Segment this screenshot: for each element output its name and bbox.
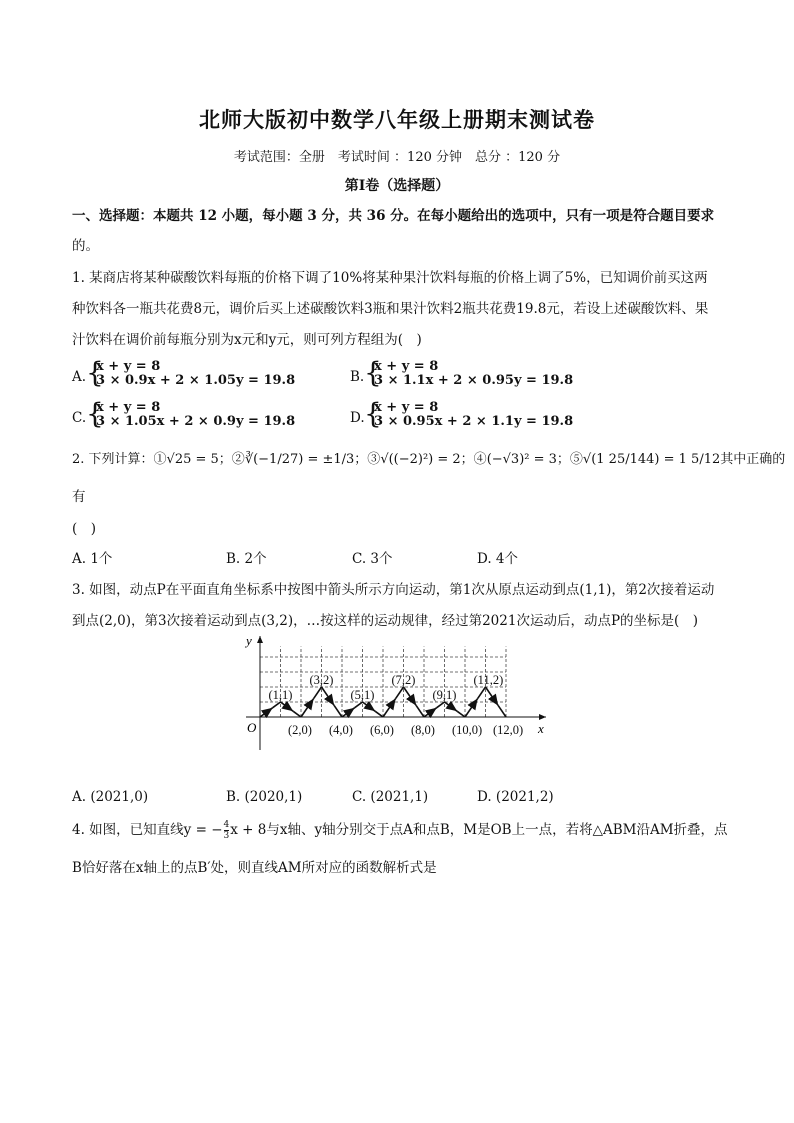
q2-item-4: (−√3)² = 3；⑤ xyxy=(486,452,583,467)
q1-b-eq2: 3 × 1.1x + 2 × 0.95y = 19.8 xyxy=(374,373,574,388)
q1-a-eq2: 3 × 0.9x + 2 × 1.05y = 19.8 xyxy=(96,373,296,388)
path-segment xyxy=(478,687,486,698)
q1-line-1: 1. 某商店将某种碳酸饮料每瓶的价格下调了10%将某种果汁饮料每瓶的价格上调了5%，已知调价前买这两 xyxy=(72,270,708,286)
path-segment xyxy=(273,702,281,708)
path-segment-arrow xyxy=(363,702,376,711)
path-segment-arrow xyxy=(260,708,273,717)
path-segment xyxy=(396,687,404,698)
q4-fraction-numerator: 4 xyxy=(223,820,230,830)
q3-option-a[interactable]: A. (2021,0) xyxy=(72,789,149,805)
q1-option-c[interactable] xyxy=(72,397,372,432)
q1-a-eq1: x + y = 8 xyxy=(96,359,161,374)
brace-icon: { xyxy=(86,356,104,389)
top-point-label: (7,2) xyxy=(391,673,416,687)
path-segment xyxy=(375,711,383,717)
q4-line-2: B恰好落在x轴上的点B′处，则直线AM所对应的函数解析式是 xyxy=(72,860,437,876)
q1-d-eq1: x + y = 8 xyxy=(374,400,439,415)
q2-item-2: ∛(−1/27) = ±1/3；③ xyxy=(244,452,381,467)
q2-item-5: √(1 25/144) = 1 5/12 xyxy=(582,452,721,467)
origin-label: O xyxy=(247,720,257,735)
path-segment xyxy=(355,702,363,708)
q2-line-2: 有 xyxy=(72,489,86,505)
x-axis-label: x xyxy=(538,721,544,736)
q1-line-3: 汁饮料在调价前每瓶分别为x元和y元，则可列方程组为( ) xyxy=(72,332,422,348)
q3-point-labels xyxy=(269,673,524,737)
brace-icon: { xyxy=(364,356,382,389)
bottom-point-label: (4,0) xyxy=(329,723,353,737)
path-segment-arrow xyxy=(281,702,294,711)
bottom-point-label: (8,0) xyxy=(411,723,435,737)
q1-option-a[interactable] xyxy=(72,356,372,391)
page-title: 北师大版初中数学八年级上册期末测试卷 xyxy=(199,107,595,132)
q2-option-d[interactable]: D. 4个 xyxy=(477,551,519,567)
instructions-line-2: 的。 xyxy=(72,238,99,254)
y-axis-label: y xyxy=(246,633,252,648)
q2-option-c[interactable]: C. 3个 xyxy=(352,551,393,567)
top-point-label: (3,2) xyxy=(309,673,334,687)
top-point-label: (9,1) xyxy=(432,688,457,702)
q2-option-b[interactable]: B. 2个 xyxy=(226,551,267,567)
top-point-label: (5,1) xyxy=(350,688,375,702)
option-letter: C. xyxy=(72,410,87,426)
q3-coordinate-figure xyxy=(238,632,558,754)
path-segment-arrow xyxy=(424,708,437,717)
path-segment xyxy=(457,711,465,717)
option-letter: B. xyxy=(350,369,365,385)
brace-icon: { xyxy=(364,397,382,430)
q3-option-b[interactable]: B. (2020,1) xyxy=(226,789,303,805)
q4-fraction-denominator: 3 xyxy=(223,831,230,841)
path-segment xyxy=(437,702,445,708)
instructions-line-1: 一、选择题：本题共 12 小题，每小题 3 分，共 36 分。在每小题给出的选项中，只有一项是符合题目要求 xyxy=(72,208,715,224)
bottom-point-label: (2,0) xyxy=(288,723,312,737)
q1-line-2: 种饮料各一瓶共花费8元，调价后买上述碳酸饮料3瓶和果汁饮料2瓶共花费19.8元，若设上述碳酸饮料、果 xyxy=(72,301,709,317)
path-segment-arrow xyxy=(322,687,335,706)
q2-line-3: ( ) xyxy=(72,521,97,537)
q4-fraction xyxy=(224,820,230,841)
bottom-point-label: (12,0) xyxy=(493,723,524,737)
q3-line-1: 3. 如图，动点P在平面直角坐标系中按图中箭头所示方向运动，第1次从原点运动到点(1,1)，第2次接着运动 xyxy=(72,582,715,598)
exam-meta: 考试范围：全册 考试时间 ：120 分钟 总分 ：120 分 xyxy=(233,150,561,165)
q1-option-d[interactable] xyxy=(350,397,650,432)
q4-text-a: 4. 如图，已知直线y = − xyxy=(72,822,223,838)
path-segment xyxy=(293,711,301,717)
q1-c-eq2: 3 × 1.05x + 2 × 0.9y = 19.8 xyxy=(96,414,296,429)
top-point-label: (1,1) xyxy=(268,688,293,702)
path-segment-arrow xyxy=(301,698,314,717)
path-segment-arrow xyxy=(404,687,417,706)
section-heading: 第Ⅰ卷（选择题） xyxy=(344,178,450,194)
path-segment-arrow xyxy=(342,708,355,717)
q2-line-1 xyxy=(72,450,785,470)
q2-option-a[interactable]: A. 1个 xyxy=(72,551,113,567)
q1-c-eq1: x + y = 8 xyxy=(96,400,161,415)
path-segment xyxy=(416,706,424,717)
path-segment-arrow xyxy=(383,698,396,717)
q3-option-c[interactable]: C. (2021,1) xyxy=(352,789,429,805)
option-letter: D. xyxy=(350,410,365,426)
q1-option-b[interactable] xyxy=(350,356,650,391)
q2-prefix: 2. 下列计算：① xyxy=(72,452,167,467)
q2-item-1: √25 = 5；② xyxy=(166,452,245,467)
path-segment-arrow xyxy=(445,702,458,711)
path-segment xyxy=(334,706,342,717)
option-letter: A. xyxy=(72,369,87,385)
q4-line-1 xyxy=(72,820,728,841)
bottom-point-label: (10,0) xyxy=(452,723,483,737)
path-segment-arrow xyxy=(465,698,478,717)
q3-grid xyxy=(260,647,506,718)
q1-d-eq2: 3 × 0.95x + 2 × 1.1y = 19.8 xyxy=(374,414,574,429)
q1-b-eq1: x + y = 8 xyxy=(374,359,439,374)
q2-item-3: √((−2)²) = 2；④ xyxy=(380,452,487,467)
path-segment-arrow xyxy=(486,687,499,706)
bottom-point-label: (6,0) xyxy=(370,723,394,737)
q2-suffix: 其中正确的 xyxy=(720,452,786,467)
path-segment xyxy=(498,706,506,717)
path-segment xyxy=(314,687,322,698)
q3-line-2: 到点(2,0)，第3次接着运动到点(3,2)，…按这样的运动规律，经过第2021次运动后，动点P的坐标是( ) xyxy=(72,613,699,629)
top-point-label: (11,2) xyxy=(473,673,504,687)
q4-text-b: x + 8与x轴、y轴分别交于点A和点B，M是OB上一点，若将△ABM沿AM折叠，点 xyxy=(230,822,728,838)
brace-icon: { xyxy=(86,397,104,430)
q3-option-d[interactable]: D. (2021,2) xyxy=(477,789,554,805)
